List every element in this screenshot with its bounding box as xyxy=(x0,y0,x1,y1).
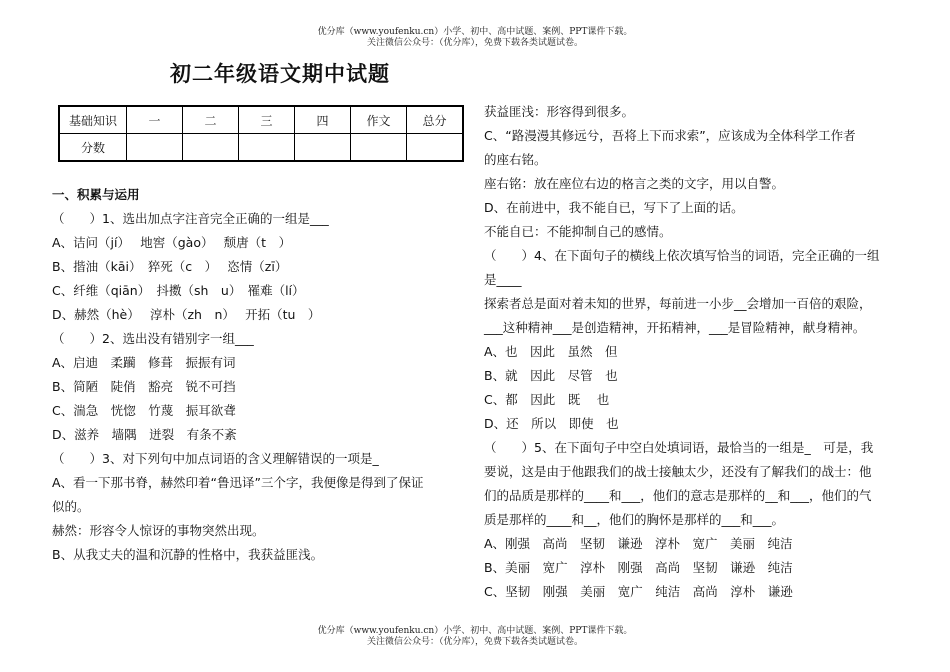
page-title: 初二年级语文期中试题 xyxy=(170,62,390,86)
score-cell[interactable] xyxy=(407,134,464,162)
option-line: A、看一下那书脊，赫然印着“鲁迅译”三个字，我便像是得到了保证 xyxy=(52,475,424,490)
score-header-cell: 基础知识 xyxy=(59,106,127,134)
option-line: B、美丽 宽广 淳朴 刚强 高尚 坚韧 谦逊 纯洁 xyxy=(484,560,793,575)
question-line: 是____ xyxy=(484,272,522,287)
definition-line: 赫然：形容令人惊讶的事物突然出现。 xyxy=(52,523,265,538)
definition-line: 获益匪浅：形容得到很多。 xyxy=(484,104,635,119)
score-table xyxy=(58,105,464,162)
score-header-cell: 三 xyxy=(239,106,295,134)
score-cell[interactable] xyxy=(127,134,183,162)
question-line: （ ）1、选出加点字注音完全正确的一组是___ xyxy=(52,211,329,226)
score-header-cell: 四 xyxy=(295,106,351,134)
definition-line: 不能自已：不能抑制自己的感情。 xyxy=(484,224,672,239)
header-line-1: 优分库（www.youfenku.cn）小学、初中、高中试题、案例、PPT课件下载。 xyxy=(317,27,633,37)
score-header-cell: 总分 xyxy=(407,106,464,134)
option-line: 似的。 xyxy=(52,499,90,514)
score-row-label: 分数 xyxy=(59,134,127,162)
question-line: （ ）3、对下列句中加点词语的含义理解错误的一项是_ xyxy=(52,451,379,466)
option-line: A、也 因此 虽然 但 xyxy=(484,344,618,359)
score-table-header-row xyxy=(59,106,463,134)
header-line-2: 关注微信公众号：（优分库），免费下载各类试题试卷。 xyxy=(366,38,583,48)
passage-line: 要说，这是由于他跟我们的战士接触太少，还没有了解我们的战士：他 xyxy=(484,464,872,479)
passage-line: 质是那样的____和__，他们的胸怀是那样的___和___。 xyxy=(484,512,785,527)
question-line: （ ）2、选出没有错别字一组___ xyxy=(52,331,254,346)
option-line: D、滋养 墙隅 迸裂 有条不紊 xyxy=(52,427,237,442)
passage-line: 探索者总是面对着未知的世界，每前进一小步__会增加一百倍的艰险， xyxy=(484,296,872,311)
option-line: C、都 因此 既 也 xyxy=(484,392,610,407)
score-cell[interactable] xyxy=(183,134,239,162)
section-heading: 一、积累与运用 xyxy=(52,187,140,202)
option-line: A、刚强 高尚 坚韧 谦逊 淳朴 宽广 美丽 纯洁 xyxy=(484,536,793,551)
option-line: A、诘问（jí） 地窖（gào） 颓唐（t ） xyxy=(52,235,292,250)
passage-line: 们的品质是那样的____和___，他们的意志是那样的__和___，他们的气 xyxy=(484,488,872,503)
footer-line-1: 优分库（www.youfenku.cn）小学、初中、高中试题、案例、PPT课件下载。 xyxy=(317,626,633,636)
option-line: B、从我丈夫的温和沉静的性格中，我获益匪浅。 xyxy=(52,547,324,562)
option-line: B、简陋 陡俏 豁亮 锐不可挡 xyxy=(52,379,236,394)
option-line: A、启迪 柔躏 修葺 振振有词 xyxy=(52,355,236,370)
option-line: 的座右铭。 xyxy=(484,152,547,167)
option-line: C、“路漫漫其修远兮，吾将上下而求索”，应该成为全体科学工作者 xyxy=(484,128,856,143)
passage-line: ___这种精神___是创造精神，开拓精神，___是冒险精神，献身精神。 xyxy=(484,320,866,335)
score-header-cell: 作文 xyxy=(351,106,407,134)
question-line: （ ）5、在下面句子中空白处填词语，最恰当的一组是_ 可是，我 xyxy=(484,440,874,455)
option-line: C、坚韧 刚强 美丽 宽广 纯洁 高尚 淳朴 谦逊 xyxy=(484,584,793,599)
score-table-value-row xyxy=(59,134,463,162)
question-line: （ ）4、在下面句子的横线上依次填写恰当的词语，完全正确的一组 xyxy=(484,248,880,263)
option-line: C、湍急 恍惚 竹蔑 振耳欲聋 xyxy=(52,403,236,418)
score-header-cell: 一 xyxy=(127,106,183,134)
option-line: D、在前进中，我不能自已，写下了上面的话。 xyxy=(484,200,744,215)
score-cell[interactable] xyxy=(295,134,351,162)
left-column xyxy=(52,183,424,567)
option-line: C、纤维（qiān） 抖擞（sh u） 罹难（lí） xyxy=(52,283,305,298)
definition-line: 座右铭：放在座位右边的格言之类的文字，用以自警。 xyxy=(484,176,785,191)
option-line: D、赫然（hè） 淳朴（zh n） 开拓（tu ） xyxy=(52,307,321,322)
score-cell[interactable] xyxy=(351,134,407,162)
right-column xyxy=(484,100,879,604)
option-line: B、就 因此 尽管 也 xyxy=(484,368,618,383)
footer-line-2: 关注微信公众号：（优分库），免费下载各类试题试卷。 xyxy=(366,637,583,647)
option-line: B、揩油（kāi） 猝死（c ） 恣情（zī） xyxy=(52,259,288,274)
score-header-cell: 二 xyxy=(183,106,239,134)
option-line: D、还 所以 即使 也 xyxy=(484,416,619,431)
score-cell[interactable] xyxy=(239,134,295,162)
